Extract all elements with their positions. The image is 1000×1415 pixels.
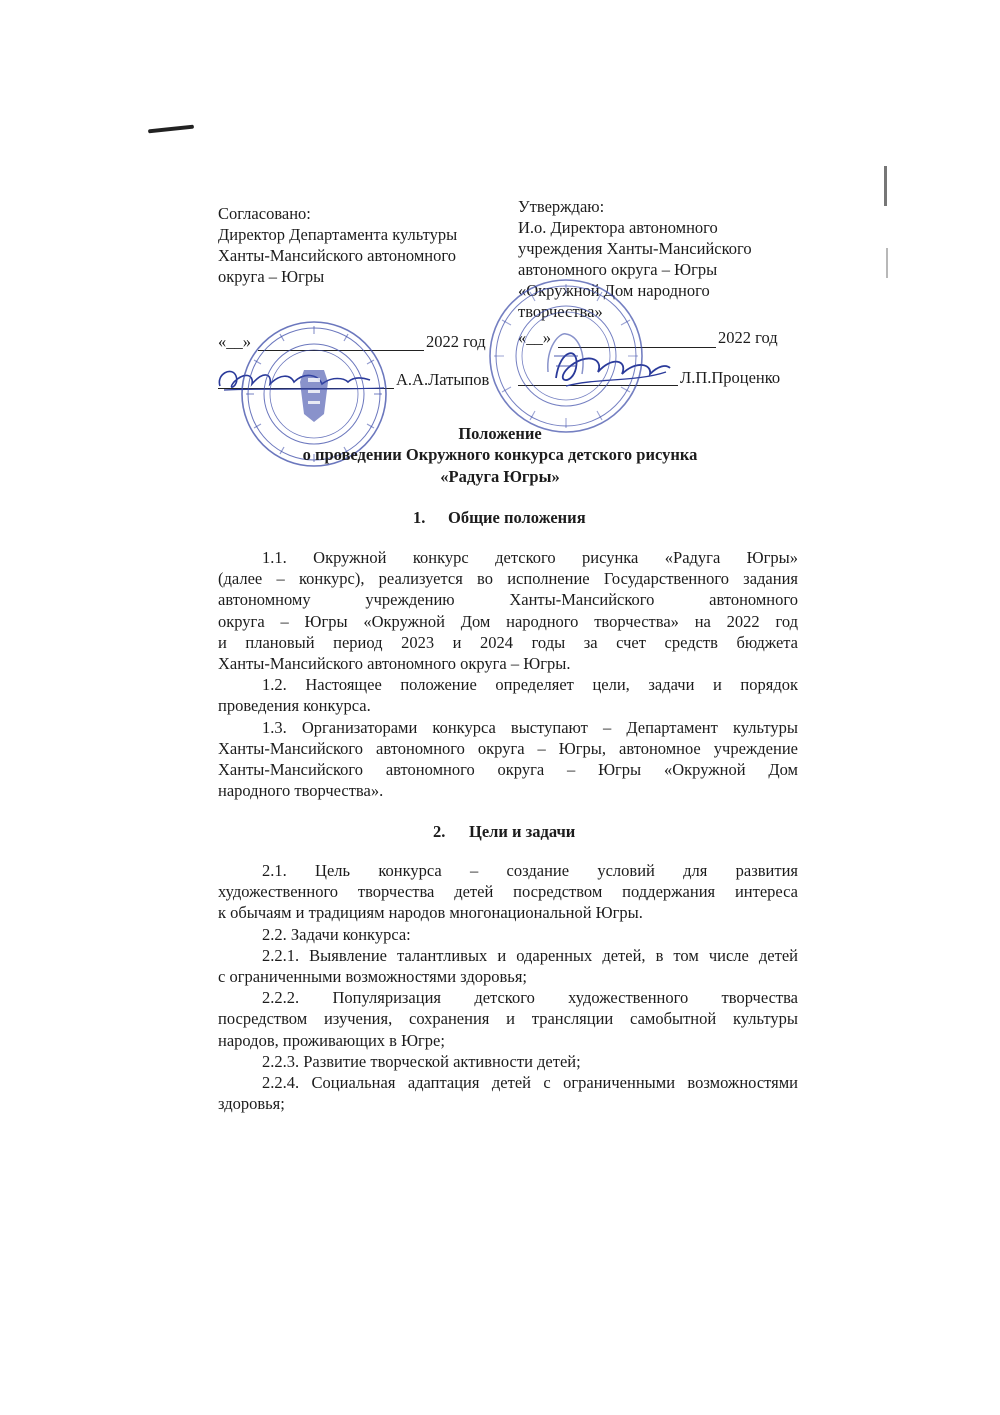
- approval-right-date-year: 2022 год: [718, 328, 778, 347]
- section-heading: Общие положения: [448, 508, 586, 527]
- approval-left-line: Согласовано:: [218, 204, 311, 223]
- approval-left-line: Ханты-Мансийского автономного: [218, 246, 456, 265]
- approval-left-date-prefix: «__»: [218, 332, 251, 351]
- approval-left-line: Директор Департамента культуры: [218, 225, 458, 244]
- approval-left-signer: А.А.Латыпов: [396, 370, 490, 389]
- approval-right-line: Утверждаю:: [518, 197, 605, 216]
- paragraph-line: 2.2.1. Выявление талантливых и одаренных детей, в том числе детей: [262, 945, 798, 965]
- approval-left-line: округа – Югры: [218, 267, 325, 286]
- scan-edge-mark: [886, 248, 888, 278]
- approval-right-signer: Л.П.Проценко: [680, 368, 781, 387]
- section-number: 1.: [413, 508, 426, 527]
- paragraph-line: Ханты-Мансийского автономного округа – Югры «Окружной Дом: [218, 759, 798, 779]
- paragraph-line: 2.1. Цель конкурса – создание условий для развития: [262, 861, 798, 880]
- document-subtitle-name: «Радуга Югры»: [440, 467, 560, 486]
- paragraph-line: 2.2.2. Популяризация детского художественного творчества: [262, 988, 798, 1008]
- paragraph-line: 2.2. Задачи конкурса:: [262, 924, 411, 944]
- paragraph-line: художественного творчества детей посредством поддержания интереса: [218, 882, 798, 902]
- approval-right-line: учреждения Ханты-Мансийского: [518, 239, 752, 258]
- approval-right-line: творчества»: [518, 302, 603, 321]
- approval-right-date-prefix: «__»: [518, 328, 551, 347]
- scan-edge-mark: [884, 166, 887, 206]
- section-1-body: [218, 547, 798, 801]
- section-heading: Цели и задачи: [469, 822, 576, 841]
- official-seal-right: [486, 276, 646, 436]
- paragraph-line: 1.3. Организаторами конкурса выступают – Департамент культуры: [262, 717, 798, 737]
- paragraph-line: автономному учреждению Ханты-Мансийского автономного: [218, 590, 798, 610]
- approval-right-line: «Окружной Дом народного: [518, 281, 710, 300]
- document-title: Положение: [458, 424, 542, 443]
- document-subtitle: о проведении Окружного конкурса детского рисунка: [302, 445, 698, 464]
- paragraph-line: (далее – конкурс), реализуется во исполнение Государственного задания: [218, 569, 798, 589]
- paragraph-line: Ханты-Мансийского автономного округа – Югры.: [218, 653, 571, 673]
- paragraph-line: 1.1. Окружной конкурс детского рисунка «Радуга Югры»: [262, 548, 798, 567]
- paragraph-line: 2.2.3. Развитие творческой активности детей;: [262, 1051, 581, 1071]
- section-2-body: [218, 860, 798, 1114]
- paragraph-line: народов, проживающих в Югре;: [218, 1030, 445, 1050]
- paragraph-line: к обычаям и традициям народов многонациональной Югры.: [218, 903, 643, 923]
- paragraph-line: 1.2. Настоящее положение определяет цели, задачи и порядок: [262, 675, 798, 695]
- approval-left-date-year: 2022 год: [426, 332, 486, 351]
- scan-artifact-mark: [148, 125, 194, 134]
- approval-right-line: автономного округа – Югры: [518, 260, 718, 279]
- paragraph-line: здоровья;: [218, 1094, 285, 1114]
- section-number: 2.: [433, 822, 446, 841]
- paragraph-line: посредством изучения, сохранения и трансляции самобытной культуры: [218, 1009, 798, 1029]
- approval-left: [218, 203, 457, 287]
- paragraph-line: с ограниченными возможностями здоровья;: [218, 966, 528, 986]
- paragraph-line: Ханты-Мансийского автономного округа – Югры, автономное учреждение: [218, 738, 798, 758]
- paragraph-line: 2.2.4. Социальная адаптация детей с ограниченными возможностями: [262, 1072, 798, 1092]
- approval-right-line: И.о. Директора автономного: [518, 218, 718, 237]
- paragraph-line: округа – Югры «Окружной Дом народного творчества» на 2022 год: [218, 611, 798, 631]
- paragraph-line: народного творчества».: [218, 781, 384, 801]
- paragraph-line: и плановый период 2023 и 2024 годы за счет средств бюджета: [218, 632, 798, 652]
- paragraph-line: проведения конкурса.: [218, 696, 371, 716]
